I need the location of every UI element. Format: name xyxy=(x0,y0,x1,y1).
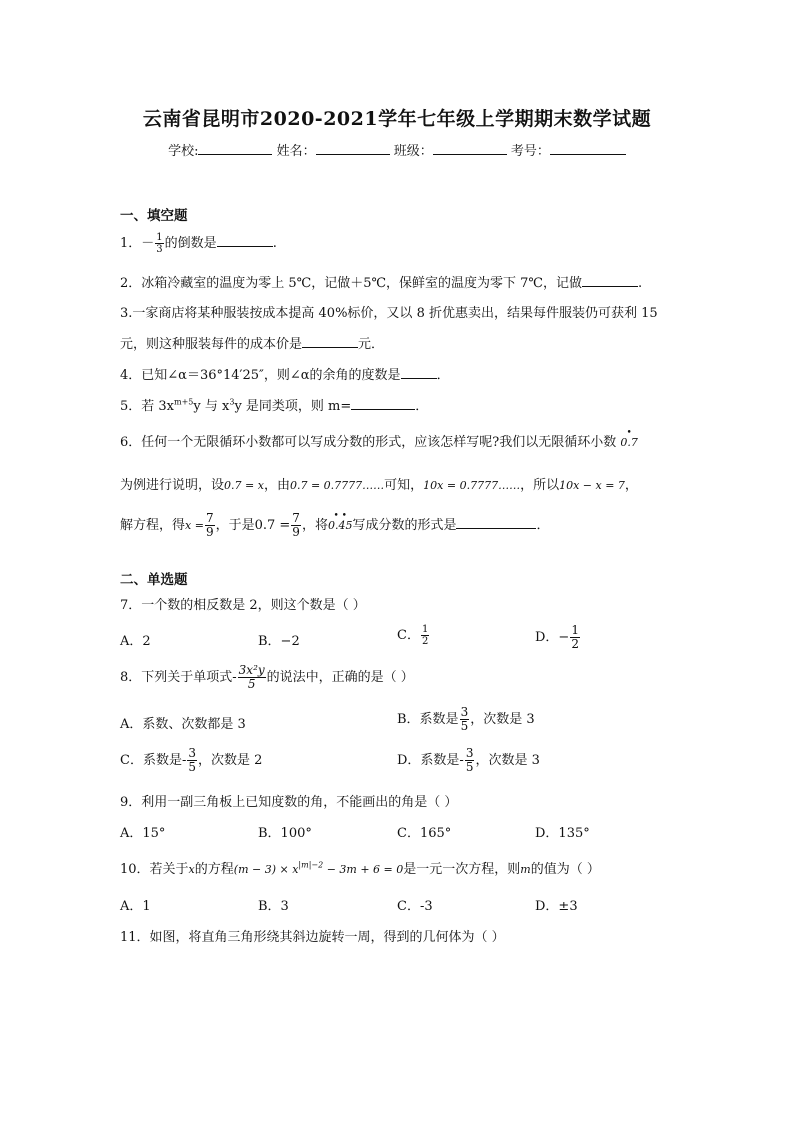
q6-repeating-decimal-1: • 0.7 xyxy=(620,428,638,449)
q10-option-c[interactable]: C．-3 xyxy=(397,899,433,914)
q7-option-b[interactable]: B．−2 xyxy=(258,634,300,649)
q6-f2-numerator: 7 xyxy=(292,511,300,525)
q8-b-num: 3 xyxy=(460,705,469,719)
q5-end: ． xyxy=(415,399,429,414)
question-10 xyxy=(120,858,600,877)
q6-line2d: ，所以 xyxy=(520,478,560,493)
q7-c-den: 2 xyxy=(421,636,429,647)
section-single-choice-title: 二、单选题 xyxy=(120,572,188,588)
q7-option-a[interactable]: A．2 xyxy=(120,634,151,649)
q7-d-fraction xyxy=(570,624,580,651)
q2-answer-blank[interactable] xyxy=(582,274,638,287)
q8-c-post: ，次数是 2 xyxy=(197,753,263,768)
q2-text: 2．冰箱冷藏室的温度为零上 5℃，记做＋5℃，保鲜室的温度为零下 7℃，记做 xyxy=(120,276,582,291)
q8-c-pre: C．系数是- xyxy=(120,753,187,768)
q10-pre: 10．若关于 xyxy=(120,862,189,877)
q10-post2: 的值为（ ） xyxy=(530,862,600,877)
q6-line2b: ，由 xyxy=(263,478,290,493)
q10-equation: (m − 3) × x xyxy=(233,863,299,876)
q8-c-num: 3 xyxy=(188,746,196,760)
question-2 xyxy=(120,272,642,291)
q1-text: 的倒数是 xyxy=(164,236,217,251)
q6-line3d: 写成分数的形式是 xyxy=(352,518,457,533)
q10-var-x: x xyxy=(188,863,195,876)
q6-rep1-value: 0.7 xyxy=(620,436,638,449)
class-blank[interactable] xyxy=(433,142,507,155)
q8-d-post: ，次数是 3 xyxy=(475,753,540,768)
q8-monomial-fraction xyxy=(238,664,266,691)
q8-d-num: 3 xyxy=(465,746,474,760)
question-4 xyxy=(120,364,450,383)
q4-end: ． xyxy=(436,368,450,383)
question-6-line-1 xyxy=(120,428,638,450)
q6-fraction-2 xyxy=(291,512,301,539)
q4-answer-blank[interactable] xyxy=(401,366,437,379)
q10-exponent: |m|−2 xyxy=(298,860,324,870)
q7-option-d[interactable] xyxy=(535,624,581,651)
question-3-line-1: 3.一家商店将某种服装按成本提高 40%标价，又以 8 折优惠卖出，结果每件服装仍可获利 15 xyxy=(120,306,658,321)
q10-equation-rest: − 3m + 6 = 0 xyxy=(323,863,404,876)
q1-frac-numerator: 1 xyxy=(156,232,163,243)
q9-option-b[interactable]: B．100° xyxy=(258,826,312,841)
q6-x-eq: x = xyxy=(185,519,204,532)
q5-post: y 是同类项，则 m= xyxy=(234,399,352,414)
q1-answer-blank[interactable] xyxy=(217,234,273,247)
q5-answer-blank[interactable] xyxy=(351,397,415,410)
q1-fraction xyxy=(155,232,163,255)
q8-option-d[interactable] xyxy=(397,747,540,774)
school-blank[interactable] xyxy=(198,142,272,155)
q8-b-den: 5 xyxy=(460,719,469,733)
q6-line2a: 为例进行说明，设 xyxy=(120,478,225,493)
q8-pre: 8．下列关于单项式- xyxy=(120,670,237,685)
q6-line2e: ， xyxy=(624,478,638,493)
q9-option-d[interactable]: D．135° xyxy=(535,826,590,841)
q10-mid: 的方程 xyxy=(194,862,234,877)
q1-number: 1． xyxy=(120,236,142,251)
q10-post: 是一元一次方程，则 xyxy=(403,862,521,877)
q10-option-d[interactable]: D．±3 xyxy=(535,899,578,914)
q7-d-num: 1 xyxy=(571,623,579,637)
q6-f2-denominator: 9 xyxy=(292,525,300,539)
q7-c-label: C． xyxy=(397,628,420,643)
number-label: 考号： xyxy=(510,144,550,159)
name-label: 姓名： xyxy=(276,144,316,159)
q8-b-fraction xyxy=(460,706,470,733)
question-6-line-3 xyxy=(120,512,549,539)
q10-option-b[interactable]: B．3 xyxy=(258,899,289,914)
question-6-line-2 xyxy=(120,474,638,493)
q7-option-c[interactable] xyxy=(397,624,430,647)
page-title: 云南省昆明市2020-2021学年七年级上学期期末数学试题 xyxy=(142,108,652,130)
q8-c-fraction xyxy=(187,747,197,774)
question-3-line-2 xyxy=(120,333,384,352)
q6-repeating-decimal-2: • • 0.45 xyxy=(327,511,353,532)
q4-text: 4．已知∠α＝36°14′25″，则∠α的余角的度数是 xyxy=(120,368,401,383)
q6-line3a: 解方程，得 xyxy=(120,518,186,533)
q6-line3b: ，于是 xyxy=(215,518,255,533)
section-fill-in-title: 一、填空题 xyxy=(120,208,188,224)
q6-f1-denominator: 9 xyxy=(205,525,214,539)
q10-var-m: m xyxy=(520,863,531,876)
question-8 xyxy=(120,664,414,691)
q5-exponent-1: m+5 xyxy=(174,397,194,407)
q6-end: ． xyxy=(536,518,550,533)
q2-end: . xyxy=(637,276,643,291)
q1-minus: － xyxy=(141,236,155,251)
q8-frac-num: 3x²y xyxy=(238,663,265,677)
question-9: 9．利用一副三角板上已知度数的角，不能画出的角是（ ） xyxy=(120,795,458,810)
q8-option-c[interactable] xyxy=(120,747,262,774)
q7-c-fraction xyxy=(421,624,429,647)
q6-rep2-value: 0.45 xyxy=(327,519,353,532)
question-11: 11．如图，将直角三角形绕其斜边旋转一周，得到的几何体为（ ） xyxy=(120,930,505,945)
q6-f1-numerator: 7 xyxy=(205,511,214,525)
q10-option-a[interactable]: A．1 xyxy=(120,899,151,914)
q5-mid: y 与 x xyxy=(193,399,230,414)
q8-d-den: 5 xyxy=(465,760,474,774)
q8-frac-den: 5 xyxy=(247,677,256,691)
q6-line2c: 可知， xyxy=(384,478,424,493)
q8-c-den: 5 xyxy=(188,760,196,774)
q6-eq3: 10x = 0.7777…… xyxy=(423,479,521,492)
q6-fraction-1 xyxy=(205,512,215,539)
q7-c-num: 1 xyxy=(421,624,429,635)
q7-d-label: D．− xyxy=(535,630,570,645)
q7-d-den: 2 xyxy=(571,637,579,651)
q6-line1-text: 6．任何一个无限循环小数都可以写成分数的形式，应该怎样写呢?我们以无限循环小数 xyxy=(120,435,617,450)
class-label: 班级： xyxy=(393,144,433,159)
q3-end: 元． xyxy=(358,337,385,352)
q3-text: 元，则这种服装每件的成本价是 xyxy=(120,337,303,352)
number-blank[interactable] xyxy=(550,142,626,155)
question-5 xyxy=(120,395,428,414)
q8-b-pre: B．系数是 xyxy=(397,712,459,727)
student-info-line xyxy=(0,140,794,159)
q9-option-a[interactable]: A．15° xyxy=(120,826,166,841)
q6-answer-blank[interactable] xyxy=(456,516,536,529)
school-label: 学校: xyxy=(168,144,199,159)
q6-line3c: ，将 xyxy=(301,518,328,533)
q6-eq5: 0.7 = xyxy=(254,518,291,533)
q1-end: . xyxy=(272,236,277,251)
q6-eq4: 10x − x = 7 xyxy=(559,479,625,492)
q3-answer-blank[interactable] xyxy=(302,335,358,348)
q1-frac-denominator: 3 xyxy=(156,244,163,255)
q8-d-fraction xyxy=(465,747,475,774)
question-7: 7．一个数的相反数是 2，则这个数是（ ） xyxy=(120,598,366,613)
q6-eq1: 0.7 = x xyxy=(224,479,264,492)
q5-exponent-2: 3 xyxy=(229,397,235,407)
q9-option-c[interactable]: C．165° xyxy=(397,826,452,841)
q8-post: 的说法中，正确的是（ ） xyxy=(266,670,414,685)
q5-pre: 5．若 3x xyxy=(120,399,175,414)
q8-d-pre: D．系数是- xyxy=(397,753,464,768)
q6-eq2: 0.7 = 0.7777…… xyxy=(289,479,385,492)
q8-b-post: ，次数是 3 xyxy=(470,712,535,727)
q8-option-b[interactable] xyxy=(397,706,535,733)
q8-option-a[interactable]: A．系数、次数都是 3 xyxy=(120,717,246,732)
question-1 xyxy=(120,232,277,255)
name-blank[interactable] xyxy=(316,142,390,155)
